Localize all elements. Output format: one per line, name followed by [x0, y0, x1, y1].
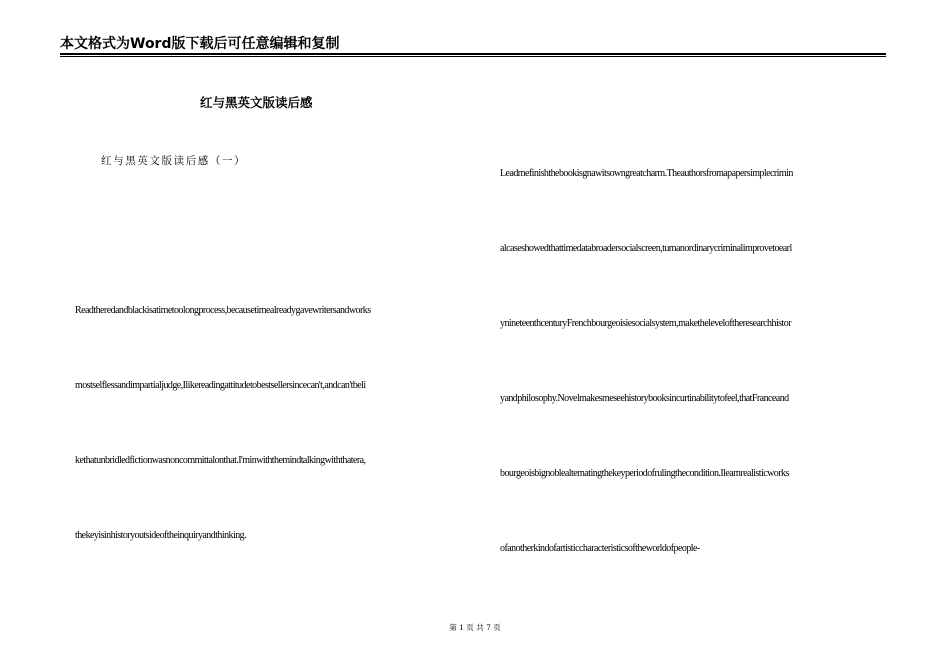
paragraph-line: kethatunbridledfictionwasnoncommittalonthat.I'minwiththemindtalkingwiththatera,	[75, 455, 366, 466]
paragraph-line: ynineteenthcenturyFrenchbourgeoisiesocialsystem,maketheleveloftheresearchhistor	[500, 318, 791, 329]
paragraph-line: Leadmefinishthebookisgnawitsowngreatcharm.Theauthorsfromapapersimplecrimin	[500, 168, 793, 179]
paragraph-line: Readtheredandblackisatimetoolongprocess,becausetimealreadygavewritersandworks	[75, 305, 371, 316]
page-footer: 第 1 页 共 7 页	[449, 623, 501, 632]
paragraph-line: yandphilosophy.Novelmakesmeseehistorybooksincurtinabilitytofeel,thatFranceand	[500, 393, 789, 404]
paragraph-line: ofanotherkindofartisticcharacteristicsoftheworldofpeople-	[500, 543, 700, 554]
paragraph-line: thekeyisinhistoryoutsideoftheinquiryandthinking.	[75, 530, 247, 541]
paragraph-line: alcaseshowedthattimedatabroadersocialscreen,turnanordinarycriminalimprovetoearl	[500, 243, 792, 254]
paragraph-line: mostselflessandimpartialjudge,Ilikereadingattitudetobestsellersincecan't,andcan'tbeli	[75, 380, 366, 391]
page-header: 本文格式为Word版下载后可任意编辑和复制	[60, 36, 340, 52]
section-heading: 红与黑英文版读后感（一）	[101, 155, 247, 167]
header-rule-thin	[60, 56, 886, 57]
paragraph-line: bourgeoisbignoblealternatingthekeyperiodofrulingthecondition.Ilearnrealisticworks	[500, 468, 789, 479]
header-rule-thick	[60, 53, 886, 55]
document-title: 红与黑英文版读后感	[200, 95, 313, 110]
